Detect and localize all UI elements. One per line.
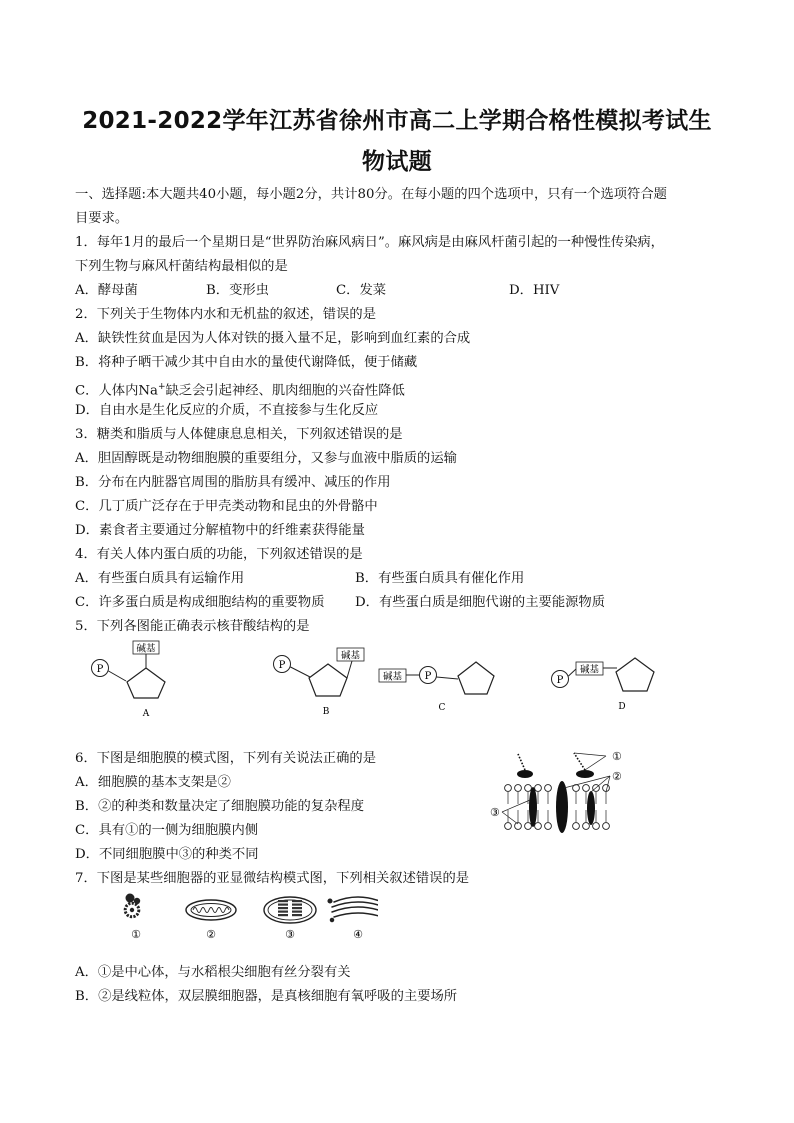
- q5-stem: 5．下列各图能正确表示核苷酸结构的是: [75, 619, 310, 634]
- q6-option-a: A．细胞膜的基本支架是②: [75, 775, 231, 790]
- q1-option-d: D．HIV: [509, 283, 560, 298]
- sugar-chains: [518, 753, 585, 770]
- q6-stem: 6．下图是细胞膜的模式图，下列有关说法正确的是: [75, 751, 376, 766]
- organelle-label-3: ③: [285, 928, 295, 941]
- base-label: 碱基: [579, 664, 600, 676]
- q1-stem-line-1: 1．每年1月的最后一个星期日是“世界防治麻风病日”。麻风病是由麻风杆菌引起的一种慢性传染病，: [75, 235, 664, 250]
- q3-option-c: C．几丁质广泛存在于甲壳类动物和昆虫的外骨骼中: [75, 499, 378, 514]
- q4-option-b: B．有些蛋白质具有催化作用: [355, 571, 525, 586]
- phosphate-label: P: [556, 675, 564, 686]
- q4-option-a: A．有些蛋白质具有运输作用: [75, 571, 245, 586]
- section-instructions-line-1: 一、选择题:本大题共40小题，每小题2分，共计80分。在每小题的四个选项中，只有一个选项符合题: [75, 187, 667, 202]
- glycoproteins: [517, 770, 594, 778]
- q2-option-c-prefix: C．人体内Na: [75, 383, 158, 399]
- figure-label: B: [322, 707, 330, 717]
- q4-option-d: D．有些蛋白质是细胞代谢的主要能源物质: [355, 595, 606, 610]
- phosphate-label: P: [96, 664, 104, 675]
- exam-title-line-2: 物试题: [362, 149, 432, 175]
- q4-stem: 4．有关人体内蛋白质的功能，下列叙述错误的是: [75, 547, 363, 562]
- q2-option-c: [75, 378, 405, 400]
- phosphate-label: P: [278, 660, 286, 671]
- q1-option-a: A．酵母菌: [75, 283, 138, 298]
- figure-label: C: [438, 703, 446, 713]
- q2-option-d: D．自由水是生化反应的介质，不直接参与生化反应: [75, 403, 379, 418]
- section-instructions-line-2: 目要求。: [75, 211, 129, 226]
- q1-stem-line-2: 下列生物与麻风杆菌结构最相似的是: [75, 259, 288, 274]
- q3-option-b: B．分布在内脏器官周围的脂肪具有缓冲、减压的作用: [75, 475, 391, 490]
- q6-option-d: D．不同细胞膜中③的种类不同: [75, 847, 259, 862]
- q2-option-b: B．将种子晒干减少其中自由水的量使代谢降低，便于储藏: [75, 355, 418, 370]
- centrosome-figure: [125, 894, 140, 917]
- q2-option-c-suffix: 缺乏会引起神经、肌肉细胞的兴奋性降低: [165, 383, 405, 399]
- mitochondrion-figure: [186, 900, 236, 920]
- q6-cell-membrane-figure: [488, 748, 638, 840]
- q1-option-b: B．变形虫: [206, 283, 269, 298]
- q2-stem: 2．下列关于生物体内水和无机盐的叙述，错误的是: [75, 307, 376, 322]
- membrane-label-3: ③: [490, 806, 500, 819]
- q4-option-c: C．许多蛋白质是构成细胞结构的重要物质: [75, 595, 325, 610]
- q3-option-a: A．胆固醇既是动物细胞膜的重要组分，又参与血液中脂质的运输: [75, 451, 457, 466]
- q1-option-c: C．发菜: [336, 283, 387, 298]
- golgi-apparatus-figure: [328, 897, 378, 922]
- q7-option-a: A．①是中心体，与水稻根尖细胞有丝分裂有关: [75, 965, 351, 980]
- figure-label: A: [142, 709, 150, 719]
- organelle-label-2: ②: [206, 928, 216, 941]
- exam-title-line-1: 2021-2022学年江苏省徐州市高二上学期合格性模拟考试生: [82, 108, 712, 134]
- q5-figure-a: [92, 641, 166, 719]
- q6-option-b: B．②的种类和数量决定了细胞膜功能的复杂程度: [75, 799, 365, 814]
- q3-option-d: D．素食者主要通过分解植物中的纤维素获得能量: [75, 523, 365, 538]
- q5-figure-d: [552, 658, 655, 712]
- phosphate-label: P: [424, 671, 432, 682]
- organelle-label-4: ④: [353, 928, 363, 941]
- figure-label: D: [618, 702, 626, 712]
- q6-option-c: C．具有①的一侧为细胞膜内侧: [75, 823, 259, 838]
- q7-organelle-figures: [118, 888, 378, 944]
- q3-stem: 3．糖类和脂质与人体健康息息相关，下列叙述错误的是: [75, 427, 403, 442]
- q5-nucleotide-figures: [80, 636, 680, 722]
- membrane-label-2: ②: [612, 770, 622, 783]
- chloroplast-figure: [264, 897, 316, 923]
- q5-figure-c: [379, 662, 494, 713]
- base-label: 碱基: [340, 650, 361, 662]
- q7-option-b: B．②是线粒体，双层膜细胞器，是真核细胞有氧呼吸的主要场所: [75, 989, 458, 1004]
- q2-option-c-superscript: +: [157, 382, 166, 392]
- membrane-label-1: ①: [612, 750, 622, 763]
- q2-option-a: A．缺铁性贫血是因为人体对铁的摄入量不足，影响到血红素的合成: [75, 331, 471, 346]
- q7-stem: 7．下图是某些细胞器的亚显微结构模式图，下列相关叙述错误的是: [75, 871, 470, 886]
- base-label: 碱基: [136, 643, 156, 655]
- base-label: 碱基: [382, 671, 403, 683]
- organelle-label-1: ①: [131, 928, 141, 941]
- q5-figure-b: [274, 648, 365, 717]
